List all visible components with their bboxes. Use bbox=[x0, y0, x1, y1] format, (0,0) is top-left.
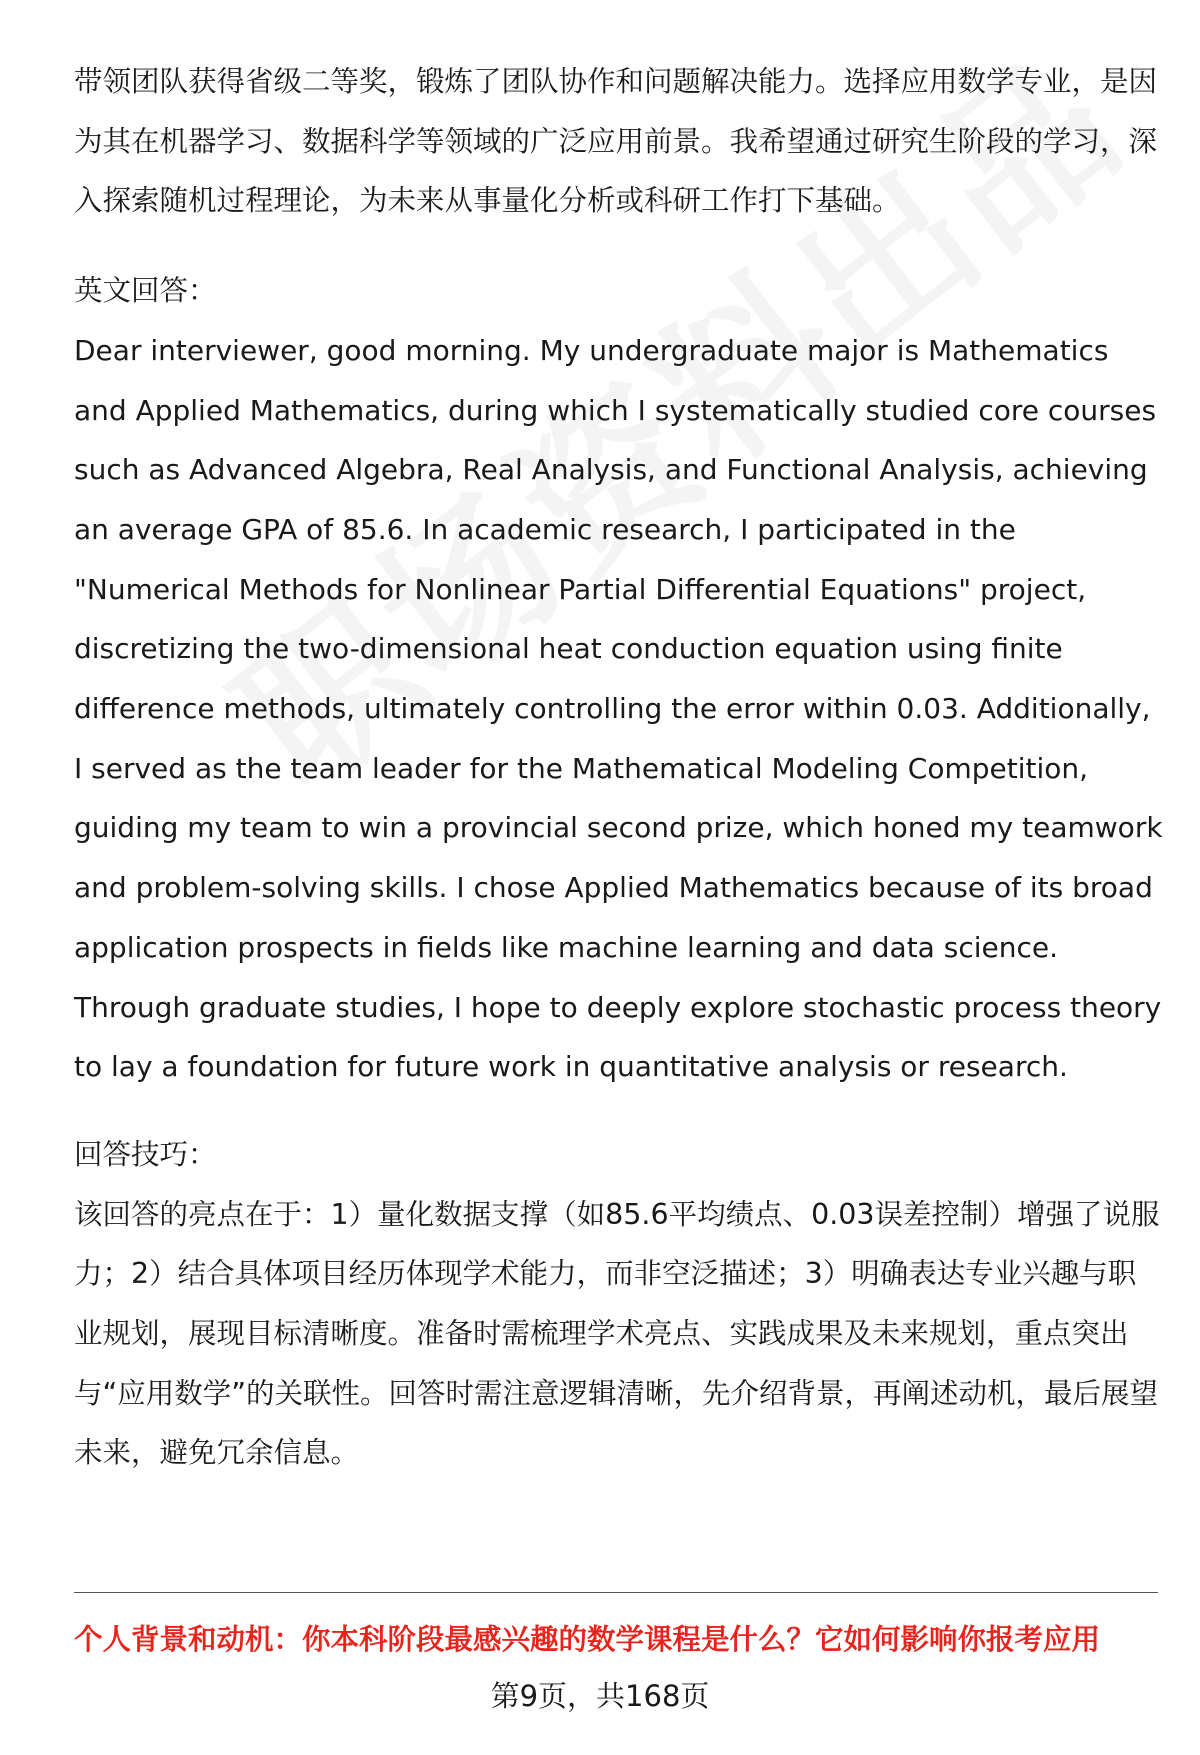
page-number: 第9页，共168页 bbox=[490, 1679, 710, 1713]
chinese-answer-tail: 带领团队获得省级二等奖，锻炼了团队协作和问题解决能力。选择应用数学专业，是因为其在机器学习、数据科学等领域的广泛应用前景。我希望通过研究生阶段的学习，深入探索随机过程理论，为未来从事量化分析或科研工作打下基础。 bbox=[74, 65, 1158, 218]
next-question-title: 个人背景和动机：你本科阶段最感兴趣的数学课程是什么？它如何影响你报考应用 bbox=[74, 1623, 1101, 1656]
spacer bbox=[74, 1097, 1164, 1125]
section-divider bbox=[74, 1592, 1158, 1593]
tips-heading: 回答技巧： bbox=[74, 1137, 217, 1171]
document-body bbox=[74, 52, 1164, 1483]
english-answer-heading: 英文回答： bbox=[74, 274, 217, 308]
spacer bbox=[74, 231, 1164, 261]
english-answer-paragraph: Dear interviewer, good morning. My undergraduate major is Mathematics and Applied Mathematics, during which I systematically studied core courses such as Advanced Algebra, Real Analysis, and Functional Analysis, achieving an average GPA of 85.6. In academic research, I participated in the "Numerical Methods for Nonlinear Partial Differential Equations" project, discretizing the two-dimensional heat conduction equation using finite difference methods, ultimately controlling the error within 0.03. Additionally, I served as the team leader for the Mathematical Modeling Competition, guiding my team to win a provincial second prize, which honed my teamwork and problem-solving skills. I chose Applied Mathematics because of its broad application prospects in fields like machine learning and data science. Through graduate studies, I hope to deeply explore stochastic process theory to lay a foundation for future work in quantitative analysis or research. bbox=[74, 333, 1163, 1084]
tips-paragraph: 该回答的亮点在于：1）量化数据支撑（如85.6平均绩点、0.03误差控制）增强了说服力；2）结合具体项目经历体现学术能力，而非空泛描述；3）明确表达专业兴趣与职业规划，展现目标清晰度。准备时需梳理学术亮点、实践成果及未来规划，重点突出与“应用数学”的关联性。回答时需注意逻辑清晰，先介绍背景，再阐述动机，最后展望未来，避免冗余信息。 bbox=[74, 1197, 1160, 1470]
